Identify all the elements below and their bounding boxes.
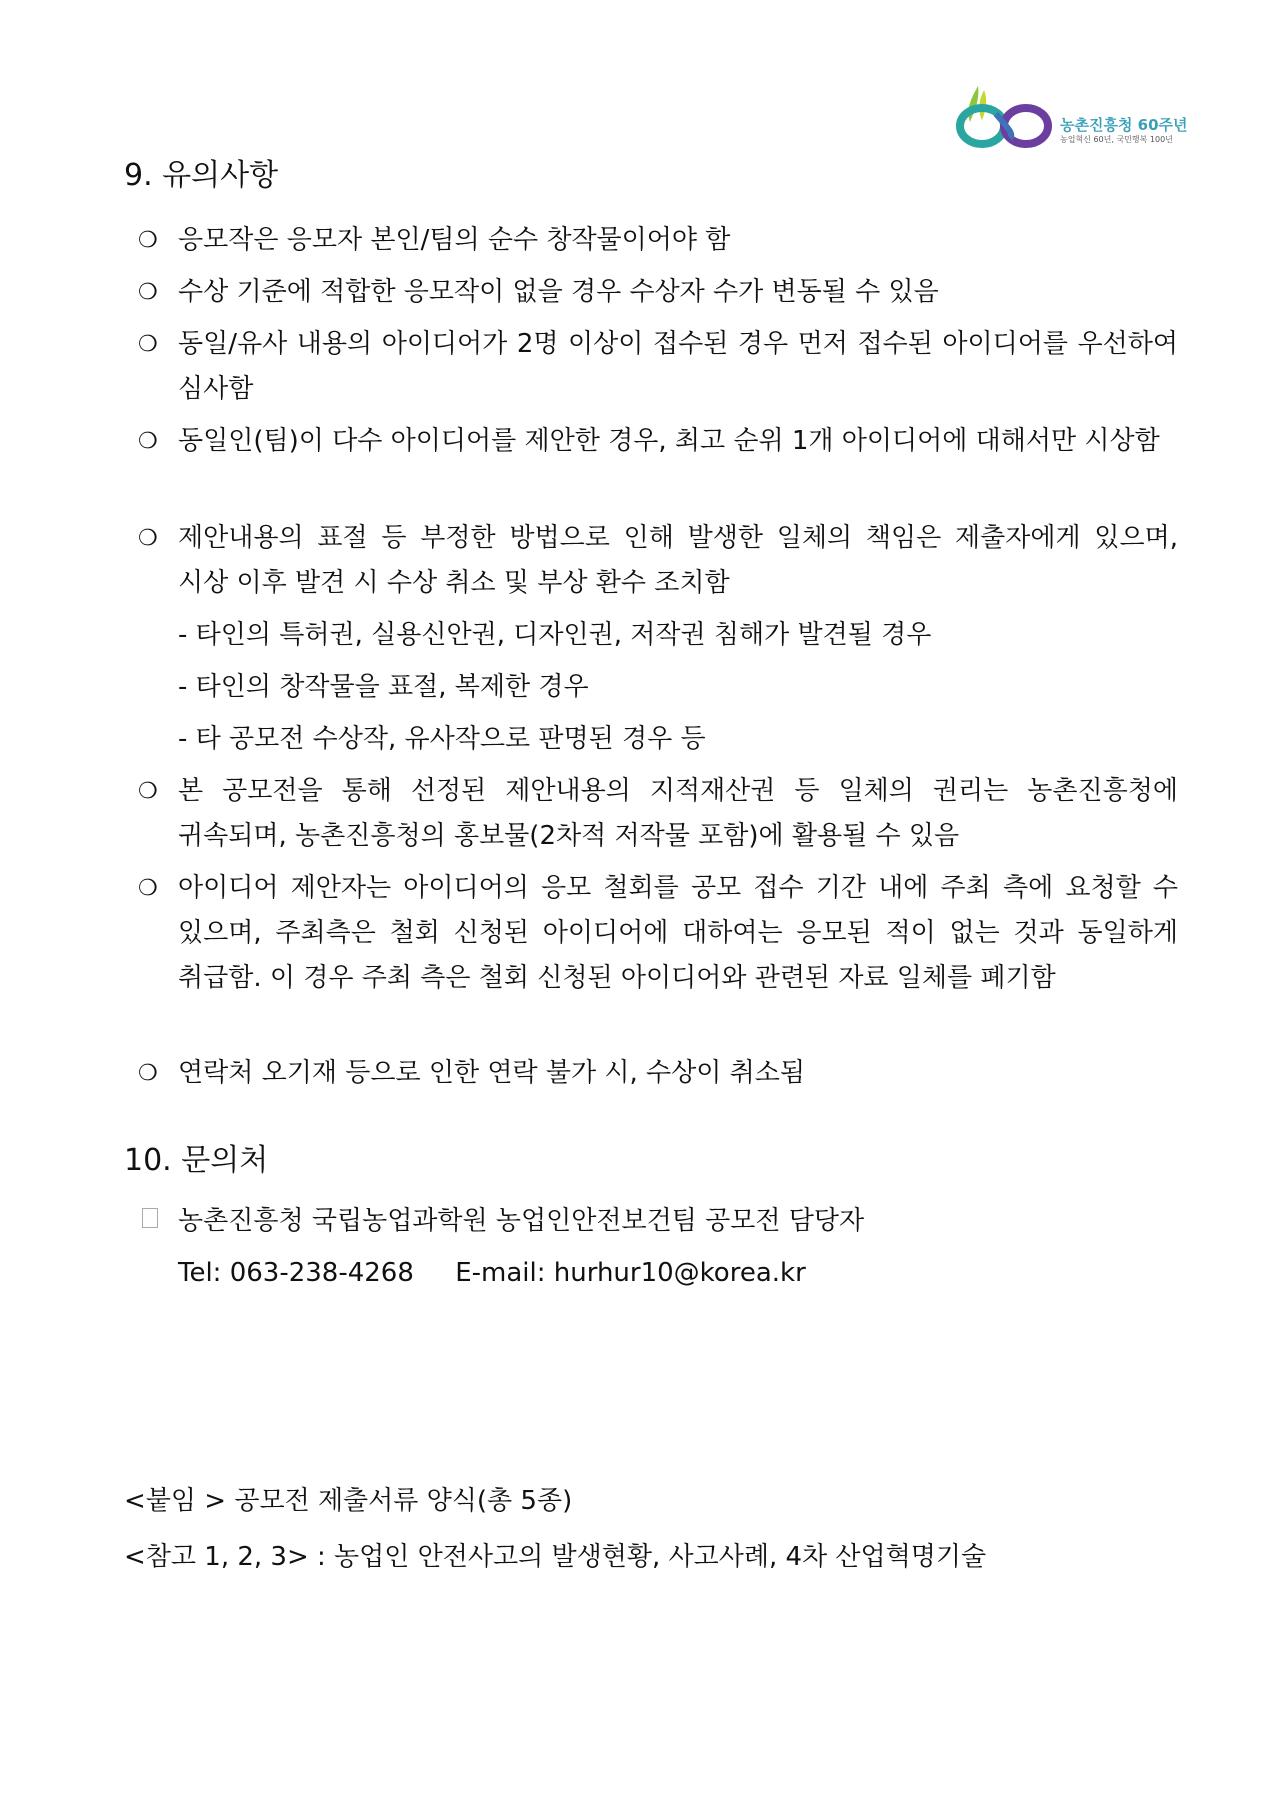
notice-item	[138, 270, 1178, 315]
notice-text: 응모작은 응모자 본인/팀의 순수 창작물이어야 함	[178, 225, 731, 255]
bullet-icon: ❍	[138, 876, 158, 901]
attachment-line: <붙임 > 공모전 제출서류 양식(총 5종)	[124, 1486, 573, 1516]
logo-subtitle: 농업혁신 60년, 국민행복 100년	[1060, 135, 1173, 144]
bullet-icon: ❍	[138, 332, 158, 357]
notice-text: 동일인(팀)이 다수 아이디어를 제안한 경우, 최고 순위 1개 아이디어에 대해서만 시상함	[178, 426, 1160, 456]
notice-item	[138, 769, 1187, 859]
notice-item	[138, 866, 1187, 1001]
notice-item	[138, 516, 1187, 606]
bullet-icon: ❍	[138, 228, 158, 253]
logo	[948, 76, 1188, 160]
notice-text: 아이디어 제안자는 아이디어의 응모 철회를 공모 접수 기간 내에 주최 측에 요청할 수 있으며, 주최측은 철회 신청된 아이디어에 대하여는 응모된 적이 없는 것과 동일하게 취급함. 이 경우 주최 측은 철회 신청된 아이디어와 관련된 자료 일체를 폐기함	[178, 873, 1187, 993]
bullet-icon: ❍	[138, 280, 158, 305]
notice-subitem: - 타 공모전 수상작, 유사작으로 판명된 경우 등	[178, 724, 706, 754]
bullet-icon: ❍	[138, 1061, 158, 1086]
notice-item	[138, 1051, 1178, 1096]
bullet-icon: ❍	[138, 779, 158, 804]
section-9-heading: 9. 유의사항	[124, 158, 279, 193]
bullet-icon: ❍	[138, 429, 158, 454]
contact-organization: 농촌진흥청 국립농업과학원 농업인안전보건팀 공모전 담당자	[178, 1206, 865, 1236]
notice-subitem: - 타인의 창작물을 표절, 복제한 경우	[178, 672, 589, 702]
notice-subitem: - 타인의 특허권, 실용신안권, 디자인권, 저작권 침해가 발견될 경우	[178, 620, 932, 650]
notice-item	[138, 218, 1178, 263]
notice-text: 동일/유사 내용의 아이디어가 2명 이상이 접수된 경우 먼저 접수된 아이디어를 우선하여 심사함	[178, 329, 1187, 404]
notice-item	[138, 419, 1178, 464]
notice-text: 연락처 오기재 등으로 인한 연락 불가 시, 수상이 취소됨	[178, 1058, 805, 1088]
notice-text: 수상 기준에 적합한 응모작이 없을 경우 수상자 수가 변동될 수 있음	[178, 277, 939, 307]
notice-text: 제안내용의 표절 등 부정한 방법으로 인해 발생한 일체의 책임은 제출자에게 있으며, 시상 이후 발견 시 수상 취소 및 부상 환수 조치함	[178, 523, 1187, 598]
notice-text: 본 공모전을 통해 선정된 제안내용의 지적재산권 등 일체의 권리는 농촌진흥청에 귀속되며, 농촌진흥청의 홍보물(2차적 저작물 포함)에 활용될 수 있음	[178, 776, 1187, 851]
section-10-heading: 10. 문의처	[124, 1143, 269, 1178]
checkbox-glyph-icon	[142, 1208, 158, 1228]
bullet-icon: ❍	[138, 526, 158, 551]
contact-tel-email: Tel: 063-238-4268 E-mail: hurhur10@korea.kr	[178, 1258, 806, 1288]
logo-title: 농촌진흥청 60주년	[1060, 116, 1188, 134]
reference-line: <참고 1, 2, 3> : 농업인 안전사고의 발생현황, 사고사례, 4차 산업혁명기술	[124, 1542, 987, 1572]
notice-item	[138, 322, 1187, 412]
infinity-logo-icon	[948, 76, 1058, 160]
